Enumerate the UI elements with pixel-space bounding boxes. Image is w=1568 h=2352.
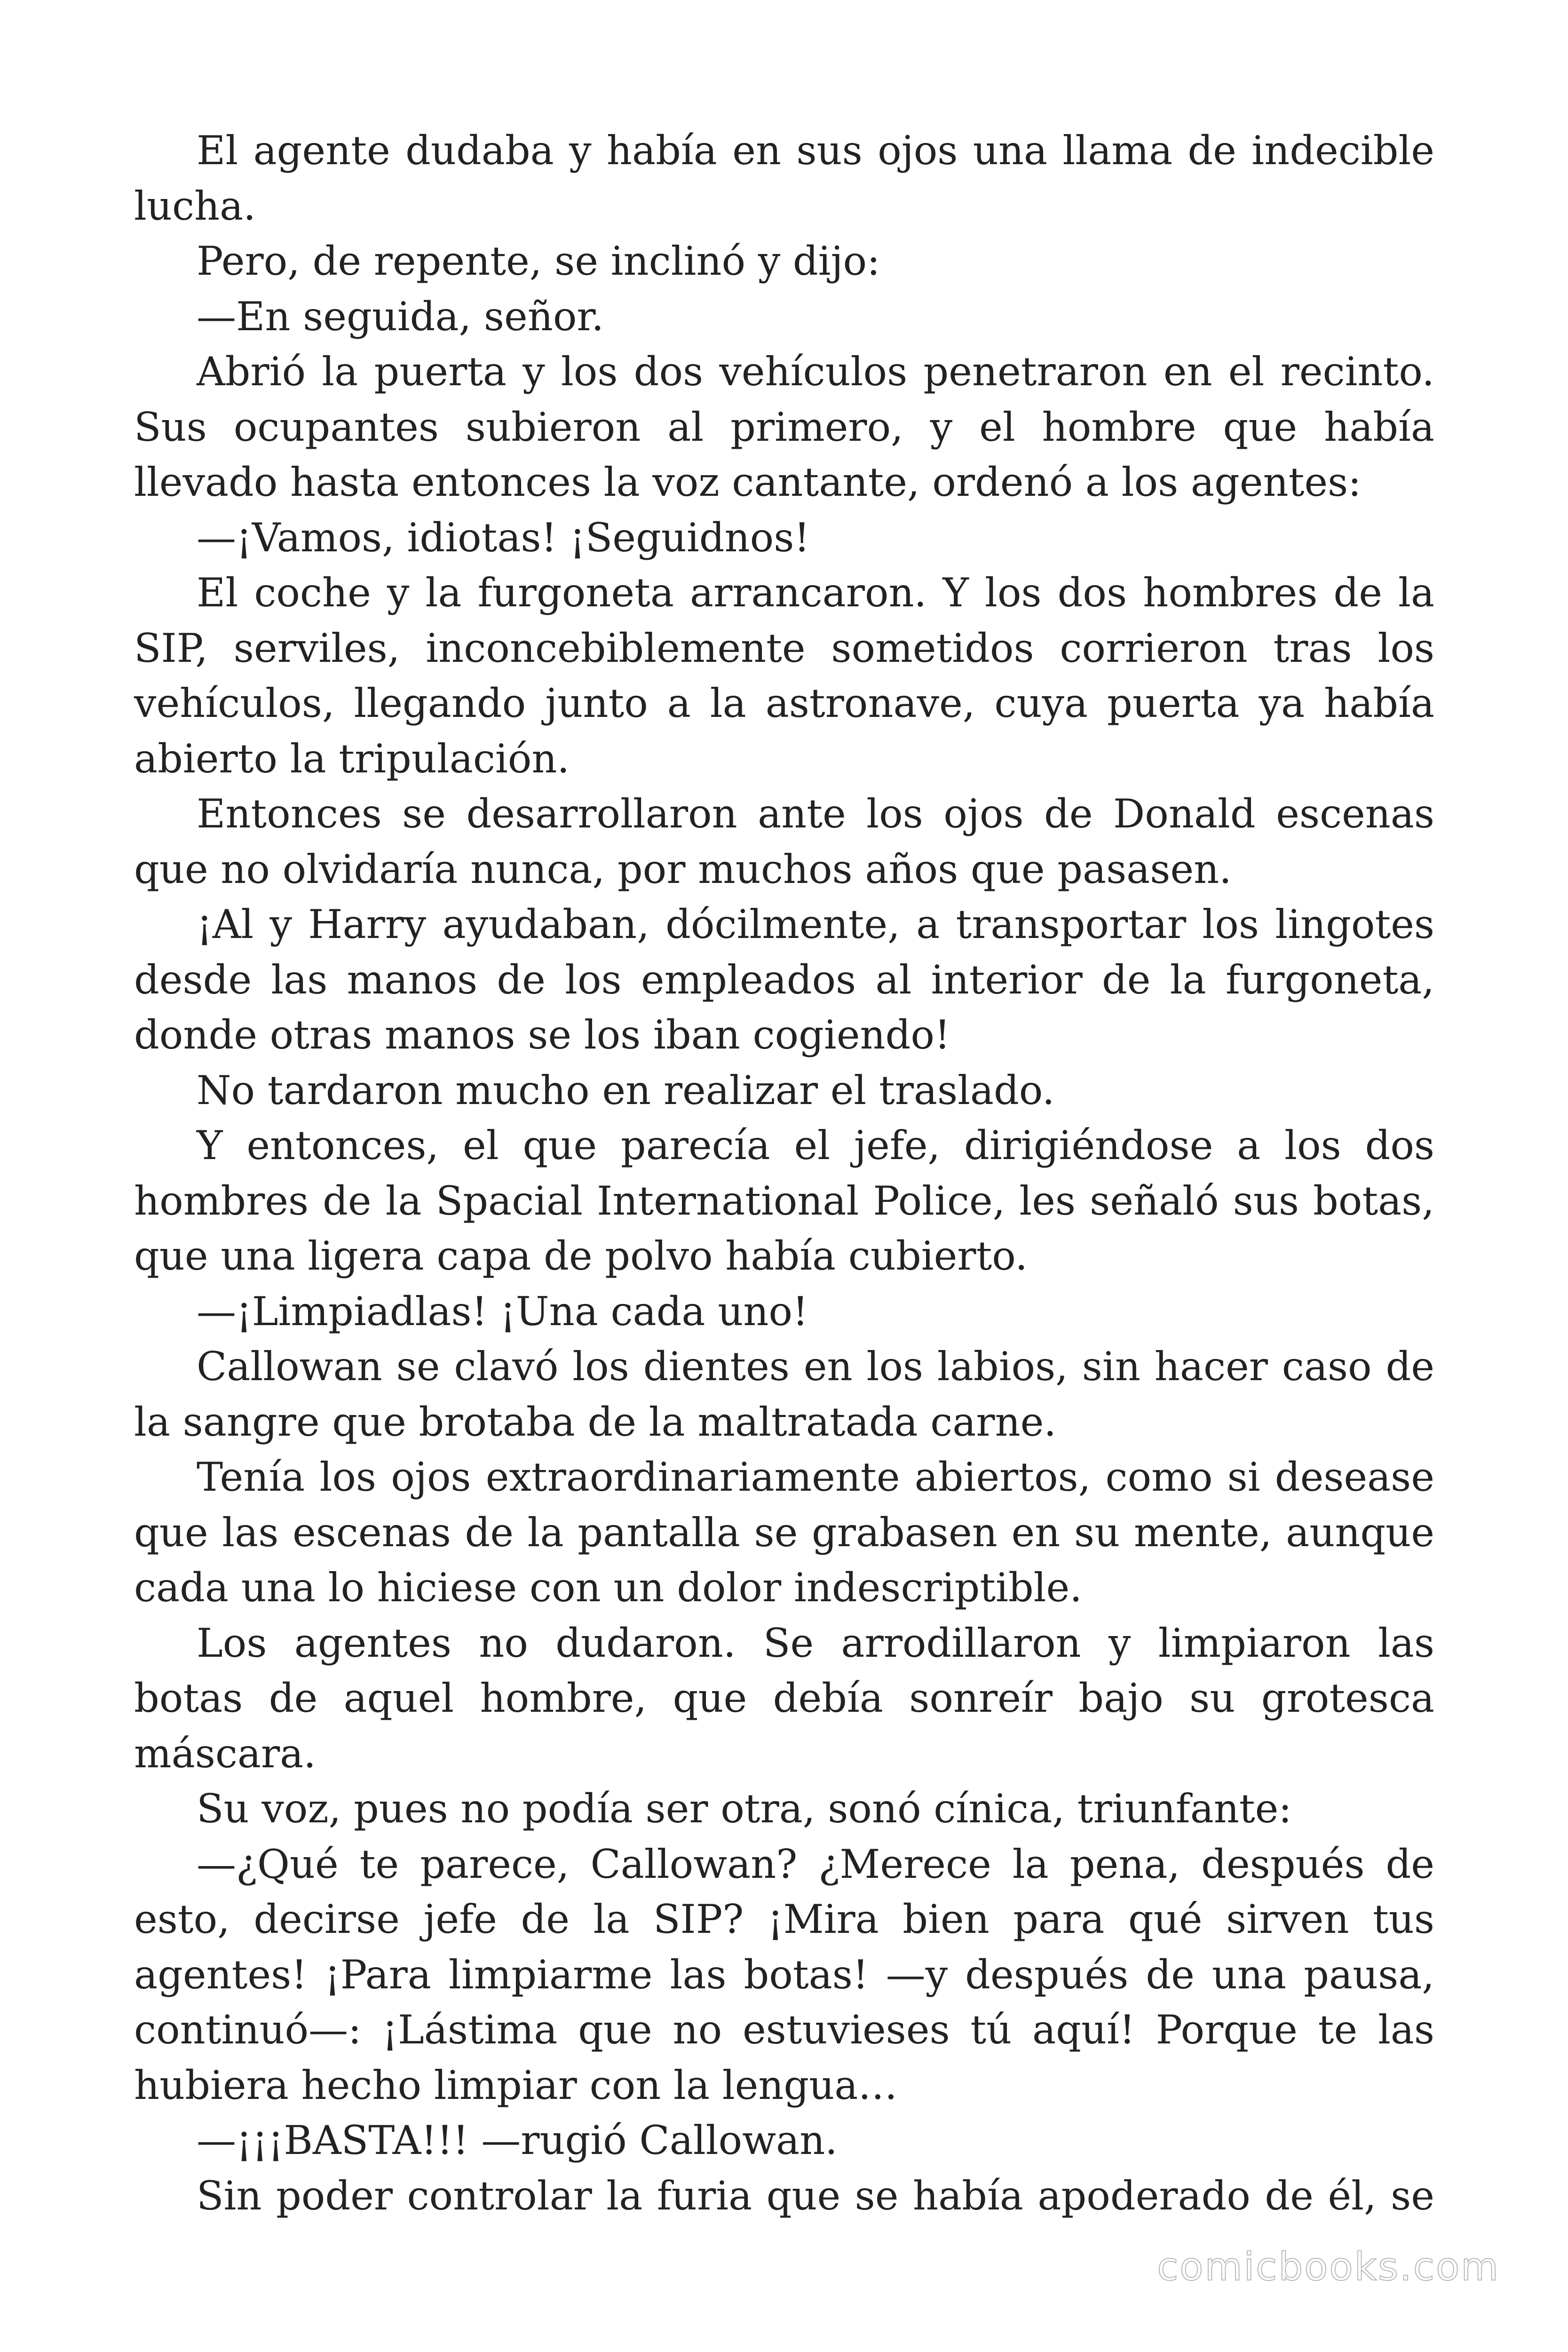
paragraph: Y entonces, el que parecía el jefe, dirigiéndose a los dos hombres de la Spacial International Police, les señaló sus botas, que una ligera capa de polvo había cubierto. xyxy=(134,1122,1434,1279)
paragraph: Tenía los ojos extraordinariamente abiertos, como si desease que las escenas de la pantalla se grabasen en su mente, aunque cada una lo hiciese con un dolor indescriptible. xyxy=(134,1454,1434,1611)
paragraph: —¡Vamos, idiotas! ¡Seguidnos! xyxy=(197,514,810,561)
paragraph: —¿Qué te parece, Callowan? ¿Merece la pena, después de esto, decirse jefe de la SIP? ¡Mira bien para qué sirven tus agentes! ¡Para limpiarme las botas! —y después de una pausa, continuó—: ¡Lástima que no estuvieses tú aquí! Porque te las hubiera hecho limpiar con la lengua… xyxy=(134,1841,1434,2108)
paragraph: —¡Limpiadlas! ¡Una cada uno! xyxy=(197,1288,808,1335)
paragraph: El coche y la furgoneta arrancaron. Y los dos hombres de la SIP, serviles, inconcebiblemente sometidos corrieron tras los vehículos, llegando junto a la astronave, cuya puerta ya había abierto la tripulación. xyxy=(134,570,1434,782)
paragraph: No tardaron mucho en realizar el traslado. xyxy=(197,1067,1055,1113)
paragraph: ¡Al y Harry ayudaban, dócilmente, a transportar los lingotes desde las manos de los empleados al interior de la furgoneta, donde otras manos se los iban cogiendo! xyxy=(134,901,1434,1058)
paragraph: —En seguida, señor. xyxy=(197,293,604,340)
paragraph: El agente dudaba y había en sus ojos una llama de indecible lucha. xyxy=(134,127,1434,229)
paragraph: Sin poder controlar la furia que se había apoderado de él, se xyxy=(197,2172,1434,2219)
paragraph: Los agentes no dudaron. Se arrodillaron y limpiaron las botas de aquel hombre, que debía sonreír bajo su grotesca máscara. xyxy=(134,1620,1434,1777)
paragraph: —¡¡¡BASTA!!! —rugió Callowan. xyxy=(197,2117,838,2163)
paragraph: Su voz, pues no podía ser otra, sonó cínica, triunfante: xyxy=(197,1786,1292,1832)
page-text xyxy=(134,123,1434,2224)
paragraph: Pero, de repente, se inclinó y dijo: xyxy=(197,238,880,284)
paragraph: Abrió la puerta y los dos vehículos penetraron en el recinto. Sus ocupantes subieron al primero, y el hombre que había llevado hasta entonces la voz cantante, ordenó a los agentes: xyxy=(134,349,1434,505)
paragraph: Callowan se clavó los dientes en los labios, sin hacer caso de la sangre que brotaba de la maltratada carne. xyxy=(134,1343,1434,1445)
paragraph: Entonces se desarrollaron ante los ojos de Donald escenas que no olvidaría nunca, por muchos años que pasasen. xyxy=(134,791,1434,892)
watermark: comicbooks.com xyxy=(1157,2245,1500,2289)
